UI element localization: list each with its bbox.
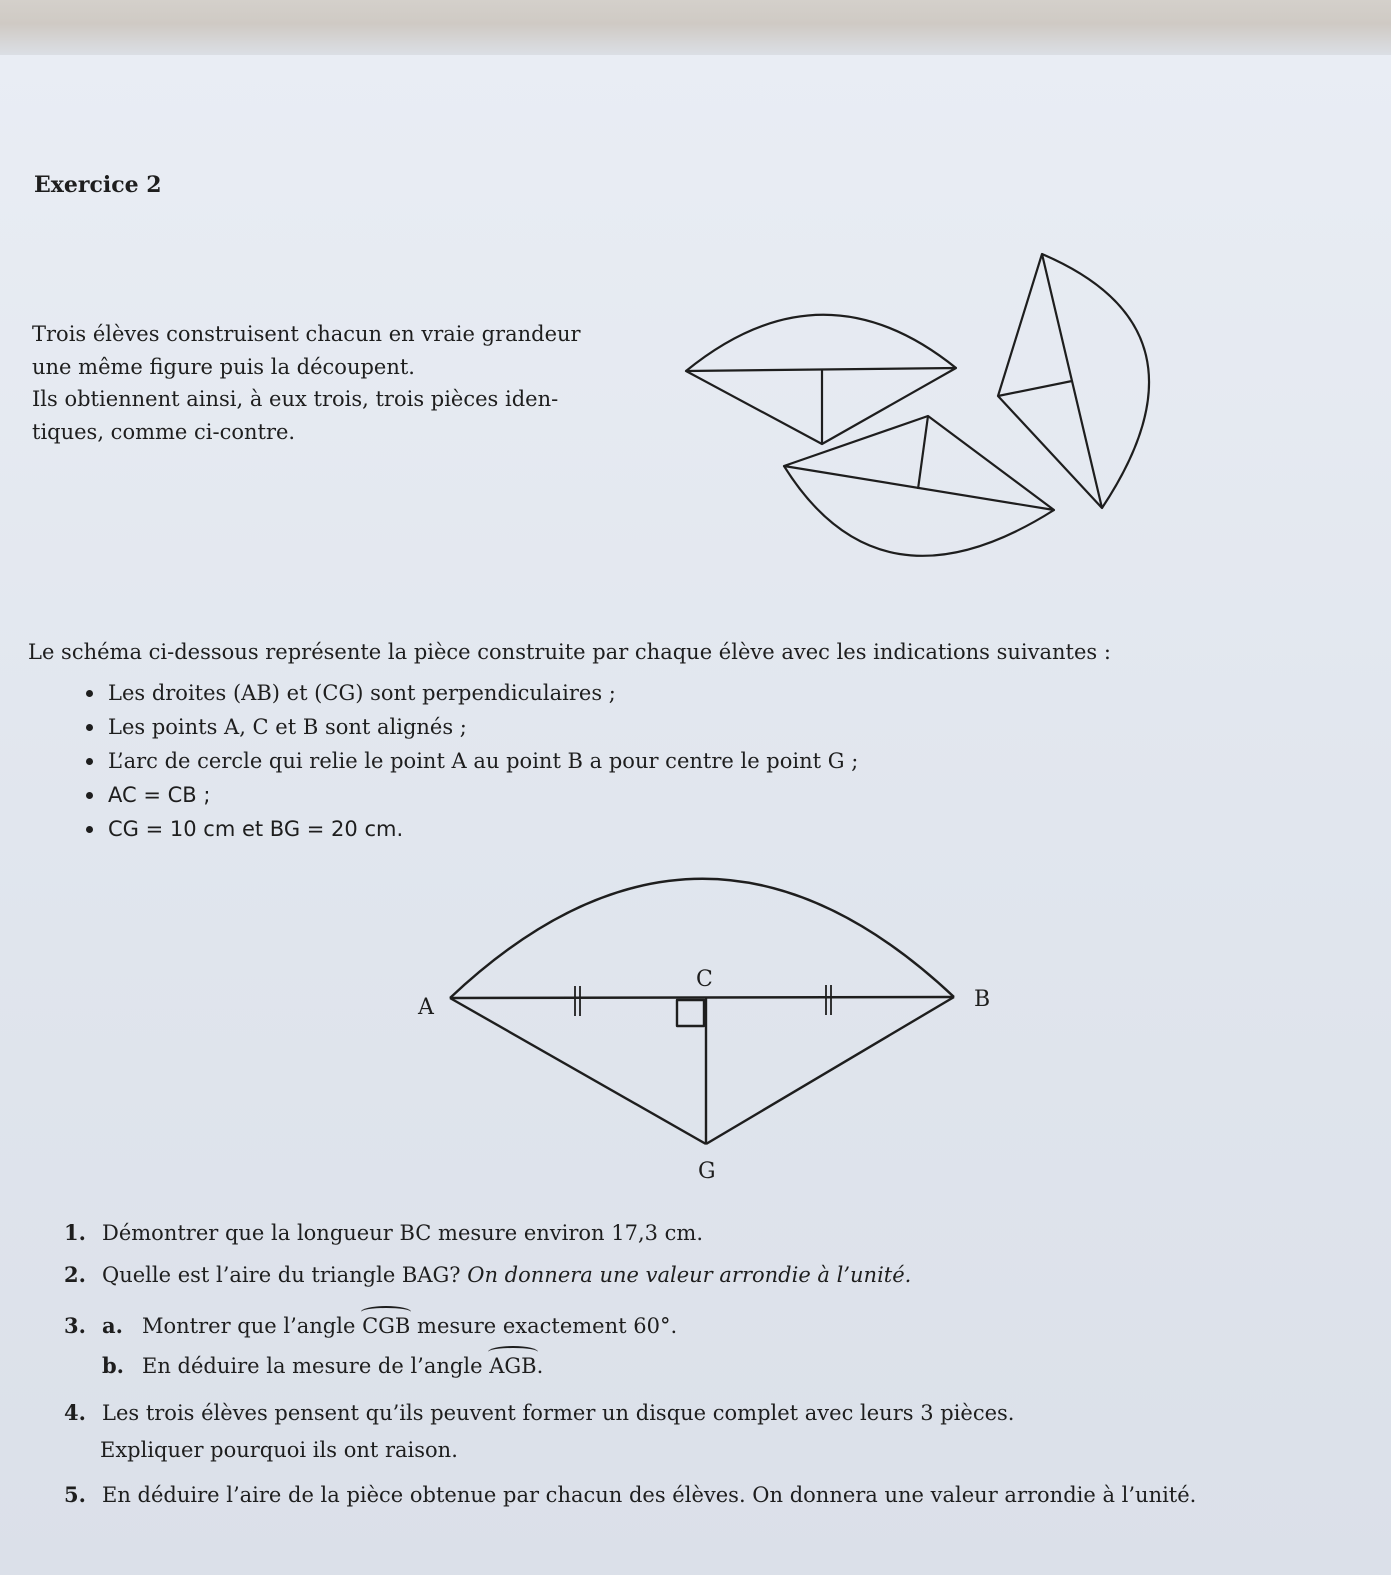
sub-label: a.	[102, 1313, 123, 1338]
angle-cgb: CGB	[362, 1314, 411, 1338]
condition-item: AC = CB ;	[82, 778, 858, 812]
piece-1	[686, 315, 956, 444]
sub-label: b.	[102, 1353, 124, 1378]
segment-ag	[450, 998, 706, 1144]
segment-ab	[450, 997, 954, 998]
question-number: 2.	[64, 1262, 86, 1287]
intro-line: Ils obtiennent ainsi, à eux trois, trois pièces iden-	[32, 387, 559, 411]
intro-line: Trois élèves construisent chacun en vraie grandeur	[32, 322, 581, 346]
condition-item: L’arc de cercle qui relie le point A au point B a pour centre le point G ;	[82, 744, 858, 778]
condition-item: Les droites (AB) et (CG) sont perpendiculaires ;	[82, 676, 858, 710]
question-5	[64, 1482, 1196, 1507]
three-pieces-figure	[660, 240, 1180, 580]
paper-top-edge	[0, 0, 1391, 60]
question-4	[64, 1400, 1014, 1425]
question-number: 5.	[64, 1482, 86, 1507]
question-1	[64, 1220, 703, 1245]
question-text: .	[536, 1354, 544, 1378]
question-number: 1.	[64, 1220, 86, 1245]
question-3a	[64, 1312, 677, 1338]
question-text: En déduire la mesure de l’angle	[142, 1354, 483, 1378]
question-3b	[102, 1352, 543, 1378]
label-g: G	[698, 1159, 716, 1184]
question-text: Quelle est l’aire du triangle BAG?	[102, 1263, 461, 1287]
segment-bg	[706, 997, 954, 1144]
question-4-line2: Expliquer pourquoi ils ont raison.	[100, 1438, 458, 1462]
intro-line: tiques, comme ci-contre.	[32, 419, 296, 444]
intro-line: une même figure puis la découpent.	[32, 354, 415, 379]
question-number: 4.	[64, 1400, 86, 1425]
label-a: A	[418, 995, 434, 1020]
conditions-list	[82, 676, 858, 846]
question-number: 3.	[64, 1313, 86, 1338]
exercise-title: Exercice 2	[34, 172, 162, 198]
angle-agb: AGB	[489, 1354, 537, 1378]
condition-item: Les points A, C et B sont alignés ;	[82, 710, 858, 744]
question-hint: On donnera une valeur arrondie à l’unité.	[467, 1263, 912, 1287]
schema-figure	[400, 850, 1020, 1195]
question-text: En déduire l’aire de la pièce obtenue par chacun des élèves. On donnera une valeur arrondie à l’unité.	[102, 1483, 1197, 1507]
right-angle-mark	[677, 1000, 704, 1026]
schema-intro: Le schéma ci-dessous représente la pièce construite par chaque élève avec les indications suivantes :	[28, 640, 1111, 664]
question-text: Les trois élèves pensent qu’ils peuvent former un disque complet avec leurs 3 pièces.	[102, 1401, 1015, 1425]
question-text: mesure exactement 60°.	[417, 1314, 678, 1338]
intro-paragraph	[32, 318, 632, 448]
condition-item: CG = 10 cm et BG = 20 cm.	[82, 812, 858, 846]
piece-2	[784, 416, 1054, 556]
question-2	[64, 1262, 911, 1287]
label-b: B	[974, 987, 991, 1012]
question-text: Démontrer que la longueur BC mesure environ 17,3 cm.	[102, 1221, 704, 1245]
question-text: Montrer que l’angle	[142, 1314, 356, 1338]
piece-3	[998, 254, 1149, 508]
label-c: C	[696, 967, 713, 992]
